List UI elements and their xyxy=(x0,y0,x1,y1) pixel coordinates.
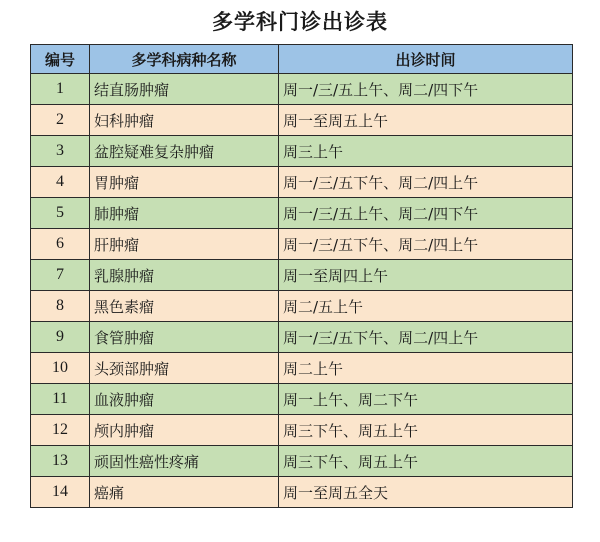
row-clinic-time: 周一上午、周二下午 xyxy=(279,384,573,415)
table-row xyxy=(31,415,573,446)
table-row xyxy=(31,105,573,136)
table-row xyxy=(31,477,573,508)
page-title: 多学科门诊出诊表 xyxy=(212,10,388,34)
row-number: 13 xyxy=(31,446,90,477)
row-number: 8 xyxy=(31,291,90,322)
row-number: 14 xyxy=(31,477,90,508)
table-row xyxy=(31,74,573,105)
table-row xyxy=(31,229,573,260)
table-row xyxy=(31,260,573,291)
header-clinic-time: 出诊时间 xyxy=(279,45,573,74)
row-disease-name: 头颈部肿瘤 xyxy=(90,353,279,384)
row-clinic-time: 周三下午、周五上午 xyxy=(279,446,573,477)
row-disease-name: 癌痛 xyxy=(90,477,279,508)
row-number: 12 xyxy=(31,415,90,446)
row-disease-name: 结直肠肿瘤 xyxy=(90,74,279,105)
row-disease-name: 血液肿瘤 xyxy=(90,384,279,415)
header-disease-name: 多学科病种名称 xyxy=(90,45,279,74)
table-row xyxy=(31,446,573,477)
row-clinic-time: 周一至周五上午 xyxy=(279,105,573,136)
row-disease-name: 乳腺肿瘤 xyxy=(90,260,279,291)
row-clinic-time: 周一/三/五下午、周二/四上午 xyxy=(279,167,573,198)
clinic-schedule-table xyxy=(30,44,573,508)
row-disease-name: 胃肿瘤 xyxy=(90,167,279,198)
row-disease-name: 黑色素瘤 xyxy=(90,291,279,322)
row-clinic-time: 周二上午 xyxy=(279,353,573,384)
row-number: 2 xyxy=(31,105,90,136)
row-disease-name: 颅内肿瘤 xyxy=(90,415,279,446)
row-disease-name: 肺肿瘤 xyxy=(90,198,279,229)
row-number: 6 xyxy=(31,229,90,260)
row-number: 10 xyxy=(31,353,90,384)
row-number: 11 xyxy=(31,384,90,415)
row-clinic-time: 周二/五上午 xyxy=(279,291,573,322)
row-number: 3 xyxy=(31,136,90,167)
row-number: 9 xyxy=(31,322,90,353)
table-row xyxy=(31,198,573,229)
row-disease-name: 肝肿瘤 xyxy=(90,229,279,260)
row-clinic-time: 周一/三/五下午、周二/四上午 xyxy=(279,229,573,260)
row-clinic-time: 周一/三/五下午、周二/四上午 xyxy=(279,322,573,353)
row-number: 1 xyxy=(31,74,90,105)
row-disease-name: 顽固性癌性疼痛 xyxy=(90,446,279,477)
row-number: 7 xyxy=(31,260,90,291)
row-clinic-time: 周一至周四上午 xyxy=(279,260,573,291)
row-clinic-time: 周三上午 xyxy=(279,136,573,167)
row-disease-name: 妇科肿瘤 xyxy=(90,105,279,136)
row-number: 4 xyxy=(31,167,90,198)
table-row xyxy=(31,136,573,167)
header-number: 编号 xyxy=(31,45,90,74)
row-number: 5 xyxy=(31,198,90,229)
row-clinic-time: 周一/三/五上午、周二/四下午 xyxy=(279,198,573,229)
row-clinic-time: 周三下午、周五上午 xyxy=(279,415,573,446)
row-clinic-time: 周一至周五全天 xyxy=(279,477,573,508)
table-row xyxy=(31,322,573,353)
table-row xyxy=(31,384,573,415)
table-row xyxy=(31,167,573,198)
row-disease-name: 食管肿瘤 xyxy=(90,322,279,353)
table-header-row xyxy=(31,45,573,74)
row-clinic-time: 周一/三/五上午、周二/四下午 xyxy=(279,74,573,105)
table-row xyxy=(31,353,573,384)
row-disease-name: 盆腔疑难复杂肿瘤 xyxy=(90,136,279,167)
table-row xyxy=(31,291,573,322)
